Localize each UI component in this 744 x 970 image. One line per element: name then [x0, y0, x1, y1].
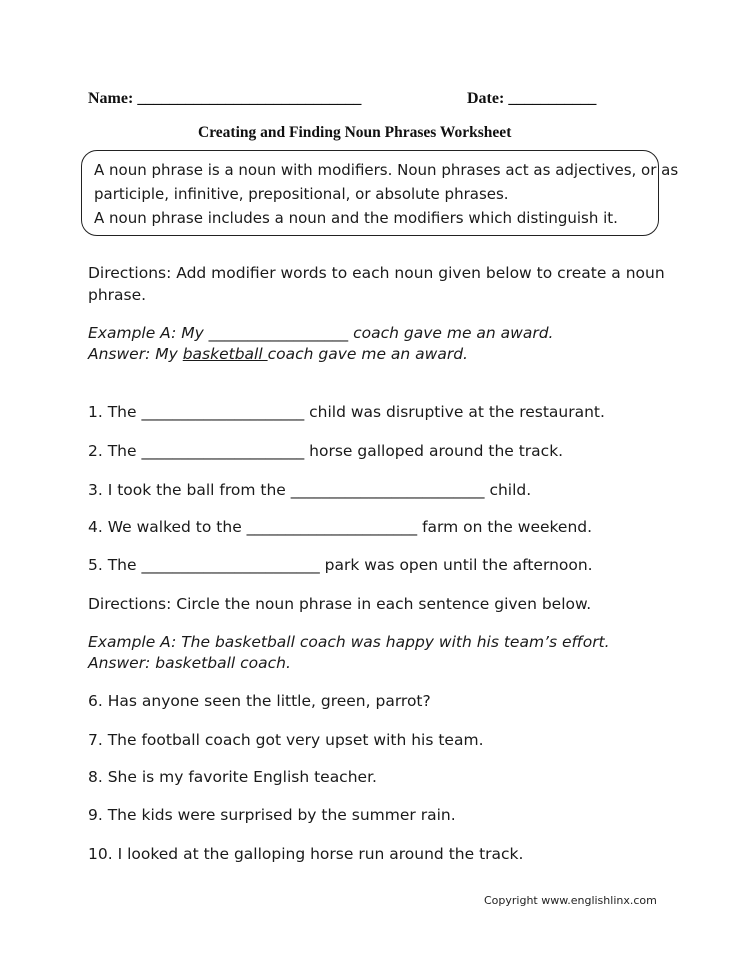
question-4[interactable]: 4. We walked to the ______________________ farm on the weekend.: [88, 518, 593, 536]
directions-part1-cont: phrase.: [88, 286, 147, 304]
answer-part1: [88, 345, 468, 363]
question-6[interactable]: 6. Has anyone seen the little, green, parrot?: [88, 692, 431, 710]
question-7[interactable]: 7. The football coach got very upset with his team.: [88, 731, 484, 749]
date-field[interactable]: Date: ___________: [467, 90, 597, 107]
question-9[interactable]: 9. The kids were surprised by the summer rain.: [88, 806, 456, 824]
answer-underlined-word: basketball: [182, 345, 268, 363]
question-8[interactable]: 8. She is my favorite English teacher.: [88, 768, 377, 786]
name-field[interactable]: Name: ____________________________: [88, 90, 362, 107]
definition-line: A noun phrase includes a noun and the modifiers which distinguish it.: [94, 209, 618, 227]
directions-part1: Directions: Add modifier words to each noun given below to create a noun: [88, 264, 665, 282]
definition-box: [81, 150, 679, 236]
definition-line: A noun phrase is a noun with modifiers. Noun phrases act as adjectives, or as: [94, 161, 679, 179]
question-1[interactable]: 1. The _____________________ child was disruptive at the restaurant.: [88, 403, 605, 421]
directions-part2: Directions: Circle the noun phrase in each sentence given below.: [88, 595, 592, 613]
worksheet-title: Creating and Finding Noun Phrases Worksheet: [198, 124, 512, 141]
question-10[interactable]: 10. I looked at the galloping horse run around the track.: [88, 845, 524, 863]
definition-line: participle, infinitive, prepositional, or absolute phrases.: [94, 185, 509, 203]
example-part2: Example A: The basketball coach was happy with his team’s effort.: [88, 633, 610, 651]
answer-part2: Answer: basketball coach.: [88, 654, 291, 672]
copyright-text: Copyright www.englishlinx.com: [484, 894, 657, 907]
answer-prefix: Answer: My: [88, 345, 183, 363]
question-5[interactable]: 5. The _______________________ park was open until the afternoon.: [88, 556, 593, 574]
question-3[interactable]: 3. I took the ball from the _________________________ child.: [88, 481, 532, 499]
answer-suffix: coach gave me an award.: [267, 345, 468, 363]
example-part1: Example A: My __________________ coach gave me an award.: [88, 324, 554, 342]
question-2[interactable]: 2. The _____________________ horse galloped around the track.: [88, 442, 564, 460]
